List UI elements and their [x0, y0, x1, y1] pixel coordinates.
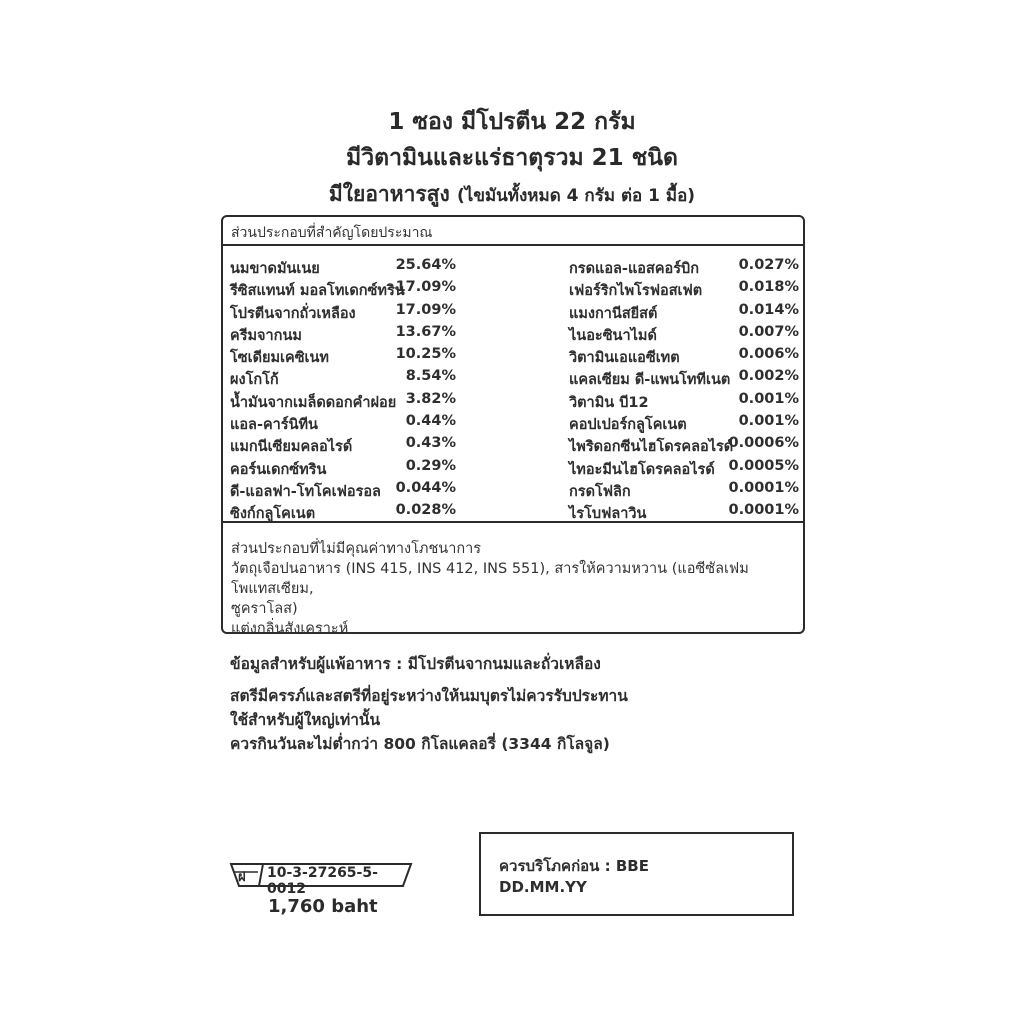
ingredient-percent: 0.027%	[738, 257, 799, 273]
ingredient-name: ครีมจากนม	[230, 327, 302, 344]
ingredient-name: กรดแอล-แอสคอร์บิก	[569, 261, 700, 277]
ingredient-name: ไนอะซินาไมด์	[569, 327, 657, 344]
ingredient-percent: 0.0006%	[728, 435, 799, 452]
fda-number: 10-3-27265-5-0012	[267, 865, 378, 897]
ingredient-name: คอปเปอร์กลูโคเนต	[569, 417, 687, 434]
ingredient-name: แคลเซียม ดี-แพนโททีเนต	[569, 372, 731, 389]
adults-only-warning: ใช้สำหรับผู้ใหญ่เท่านั้น	[230, 711, 381, 729]
ingredient-row	[230, 391, 456, 413]
non-nutritive-flavor: แต่งกลิ่นสังเคราะห์	[231, 621, 349, 637]
pregnancy-warning: สตรีมีครรภ์และสตรีที่อยู่ระหว่างให้นมบุตรไม่ควรรับประทาน	[230, 687, 628, 705]
ingredient-name: รีซิสแทนท์ มอลโทเดกซ์ทริน	[230, 283, 405, 300]
ingredient-name: เฟอร์ริกไพโรฟอสเฟต	[569, 283, 703, 300]
ingredient-row	[230, 279, 456, 301]
ingredient-name: แมกนีเซียมคลอไรด์	[230, 439, 353, 456]
best-before-format: DD.MM.YY	[499, 878, 587, 896]
ingredient-percent: 0.044%	[395, 479, 456, 496]
header-protein-line: 1 ซอง มีโปรตีน 22 กรัม	[388, 109, 636, 135]
ingredient-percent: 0.43%	[405, 435, 456, 452]
ingredient-name: แมงกานีสยีสต์	[569, 305, 658, 322]
ingredient-row	[230, 257, 456, 279]
header-fiber-main: มีใยอาหารสูง	[328, 182, 450, 206]
price: 1,760 baht	[268, 896, 378, 917]
panel-divider-bottom	[223, 521, 803, 523]
non-nutritive-title: ส่วนประกอบที่ไม่มีคุณค่าทางโภชนาการ	[231, 541, 482, 557]
ingredient-percent: 3.82%	[405, 390, 456, 407]
ingredient-row	[230, 458, 456, 480]
ingredient-name: กรดโฟลิก	[569, 483, 631, 500]
ingredient-name: นมขาดมันเนย	[230, 261, 320, 277]
best-before-label: ควรบริโภคก่อน : BBE	[499, 857, 649, 875]
ingredient-row	[569, 391, 799, 413]
ingredient-row	[569, 368, 799, 390]
ingredient-percent: 0.014%	[738, 301, 799, 318]
header-vitamin-line: มีวิตามินและแร่ธาตุรวม 21 ชนิด	[346, 145, 678, 171]
panel-divider-top	[223, 244, 803, 246]
ingredient-row	[230, 324, 456, 346]
ingredient-name: ดี-แอลฟา-โทโคเฟอรอล	[230, 483, 381, 500]
ingredient-row	[569, 458, 799, 480]
ingredient-name: คอร์นเดกซ์ทริน	[230, 461, 327, 478]
header-fat-note: (ไขมันทั้งหมด 4 กรัม ต่อ 1 มื้อ)	[457, 186, 696, 206]
ingredient-percent: 0.0001%	[728, 502, 799, 519]
ingredient-percent: 0.001%	[738, 413, 799, 430]
ingredient-percent: 0.0005%	[728, 457, 799, 474]
ingredient-row	[569, 324, 799, 346]
ingredient-row	[569, 435, 799, 457]
header-fiber-line	[0, 176, 1024, 214]
ingredient-row	[569, 279, 799, 301]
ingredient-row	[230, 368, 456, 390]
ingredient-name: ซิงก์กลูโคเนต	[230, 506, 316, 523]
ingredient-row	[230, 480, 456, 502]
ingredient-percent: 10.25%	[395, 346, 456, 363]
ingredient-row	[569, 480, 799, 502]
calorie-warning: ควรกินวันละไม่ต่ำกว่า 800 กิโลแคลอรี่ (3344 กิโลจูล)	[230, 735, 610, 753]
ingredient-percent: 0.028%	[395, 502, 456, 519]
ingredient-name: ไพริดอกซีนไฮโดรคลอไรด์	[569, 439, 734, 456]
ingredient-row	[230, 346, 456, 368]
ingredient-row	[569, 302, 799, 324]
ingredient-row	[230, 302, 456, 324]
ingredient-name: ผงโกโก้	[230, 372, 279, 389]
ingredient-percent: 0.29%	[405, 457, 456, 474]
ingredient-row	[569, 346, 799, 368]
ingredient-percent: 17.09%	[395, 279, 456, 296]
non-nutritive-section	[231, 539, 801, 639]
non-nutritive-additives: วัตถุเจือปนอาหาร (INS 415, INS 412, INS 551), สารให้ความหวาน (แอซีซัลเฟม โพแทสเซียม,	[231, 561, 749, 597]
ingredients-panel	[221, 215, 805, 637]
allergen-info: ข้อมูลสำหรับผู้แพ้อาหาร : มีโปรตีนจากนมและถั่วเหลือง	[230, 655, 601, 673]
ingredients-right-column	[569, 257, 799, 525]
ingredient-row	[230, 413, 456, 435]
svg-text:ฝ: ฝ	[238, 870, 246, 885]
ingredient-percent: 0.001%	[738, 390, 799, 407]
ingredient-name: น้ำมันจากเมล็ดดอกคำฝอย	[230, 394, 397, 411]
ingredient-name: ไรโบฟลาวิน	[569, 506, 647, 523]
ingredient-name: โซเดียมเคซิเนท	[230, 350, 329, 367]
ingredient-row	[569, 413, 799, 435]
ingredient-percent: 0.006%	[738, 346, 799, 363]
ingredient-percent: 0.002%	[738, 368, 799, 385]
ingredients-title: ส่วนประกอบที่สำคัญโดยประมาณ	[231, 225, 433, 241]
ingredient-name: วิตามิน บี12	[569, 394, 649, 411]
ingredient-row	[569, 257, 799, 279]
ingredient-percent: 25.64%	[395, 257, 456, 273]
notes-section	[230, 652, 790, 756]
ingredient-percent: 8.54%	[405, 368, 456, 385]
non-nutritive-sweetener: ซูคราโลส)	[231, 601, 298, 617]
ingredient-name: ไทอะมีนไฮโดรคลอไรด์	[569, 461, 715, 478]
ingredient-percent: 0.007%	[738, 323, 799, 340]
ingredient-percent: 0.0001%	[728, 479, 799, 496]
ingredient-name: วิตามินเอแอซีเทต	[569, 350, 680, 367]
ingredient-percent: 0.018%	[738, 279, 799, 296]
header	[0, 104, 1024, 214]
ingredients-left-column	[230, 257, 456, 525]
ingredient-name: โปรตีนจากถั่วเหลือง	[230, 305, 356, 322]
fda-registration	[229, 862, 413, 897]
ingredient-percent: 17.09%	[395, 301, 456, 318]
ingredient-row	[230, 435, 456, 457]
ingredient-percent: 0.44%	[405, 413, 456, 430]
ingredient-name: แอล-คาร์นิทีน	[230, 417, 318, 434]
best-before-box	[479, 832, 794, 916]
ingredient-percent: 13.67%	[395, 323, 456, 340]
